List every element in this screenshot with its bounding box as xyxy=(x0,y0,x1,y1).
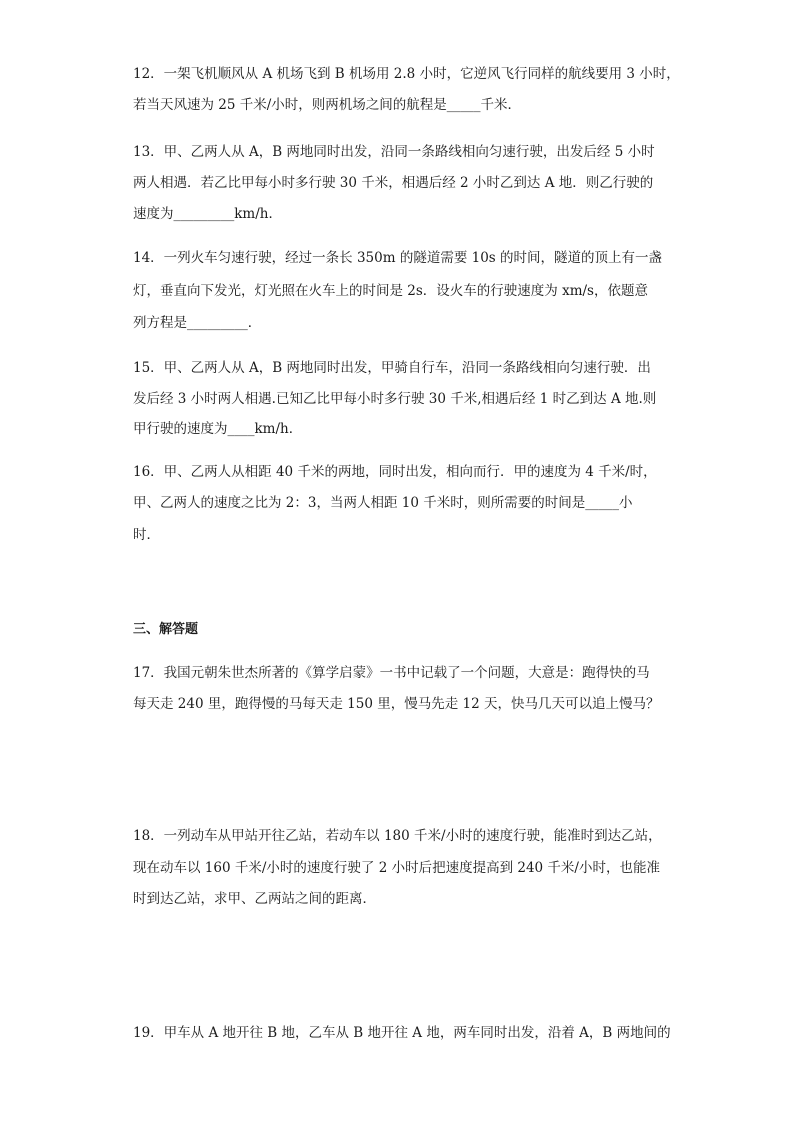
problem-14-line-1: 14．一列火车匀速行驶，经过一条长 350m 的隧道需要 10s 的时间，隧道的顶上有一盏 xyxy=(133,250,663,266)
section-title: 三、解答题 xyxy=(133,622,199,637)
problem-18-line-2: 现在动车以 160 千米/小时的速度行驶了 2 小时后把速度提高到 240 千米/小时，也能准 xyxy=(133,860,660,876)
problem-18-line-3: 时到达乙站，求甲、乙两站之间的距离． xyxy=(133,891,376,907)
problem-16-line-3: 时． xyxy=(133,527,160,543)
problem-13-line-3: 速度为_________km/h． xyxy=(133,206,282,222)
problem-15-line-3: 甲行驶的速度为____km/h． xyxy=(133,421,303,437)
problem-15-line-1: 15．甲、乙两人从 A，B 两地同时出发，甲骑自行车，沿同一条路线相向匀速行驶．出 xyxy=(133,360,651,376)
problem-17-line-1: 17．我国元朝朱世杰所著的《算学启蒙》一书中记载了一个问题，大意是：跑得快的马 xyxy=(133,665,650,681)
problem-14-line-2: 灯，垂直向下发光，灯光照在火车上的时间是 2s．设火车的行驶速度为 xm/s，依题意 xyxy=(133,283,648,299)
problem-14-line-3: 列方程是_________． xyxy=(133,315,262,331)
problem-19-line-1: 19．甲车从 A 地开往 B 地，乙车从 B 地开往 A 地，两车同时出发，沿着 A，B 两地间的 xyxy=(133,1025,671,1041)
problem-12-line-2: 若当天风速为 25 千米/小时，则两机场之间的航程是_____千米． xyxy=(133,97,522,113)
problem-13-line-1: 13．甲、乙两人从 A，B 两地同时出发，沿同一条路线相向匀速行驶，出发后经 5 小时 xyxy=(133,144,655,160)
problem-17-line-2: 每天走 240 里，跑得慢的马每天走 150 里，慢马先走 12 天，快马几天可以追上慢马？ xyxy=(133,696,660,712)
problem-16-line-1: 16．甲、乙两人从相距 40 千米的两地，同时出发，相向而行．甲的速度为 4 千米/时， xyxy=(133,464,657,480)
problem-12-line-1: 12．一架飞机顺风从 A 机场飞到 B 机场用 2.8 小时，它逆风飞行同样的航线要用 3 小时， xyxy=(133,66,680,82)
problem-13-line-2: 两人相遇．若乙比甲每小时多行驶 30 千米，相遇后经 2 小时乙到达 A 地．则乙行驶的 xyxy=(133,175,654,191)
problem-15-line-2: 发后经 3 小时两人相遇.已知乙比甲每小时多行驶 30 千米,相遇后经 1 时乙到达 A 地.则 xyxy=(133,391,657,407)
problem-18-line-1: 18．一列动车从甲站开往乙站，若动车以 180 千米/小时的速度行驶，能准时到达乙站， xyxy=(133,828,662,844)
problem-16-line-2: 甲、乙两人的速度之比为 2：3，当两人相距 10 千米时，则所需要的时间是_____小 xyxy=(133,495,633,511)
